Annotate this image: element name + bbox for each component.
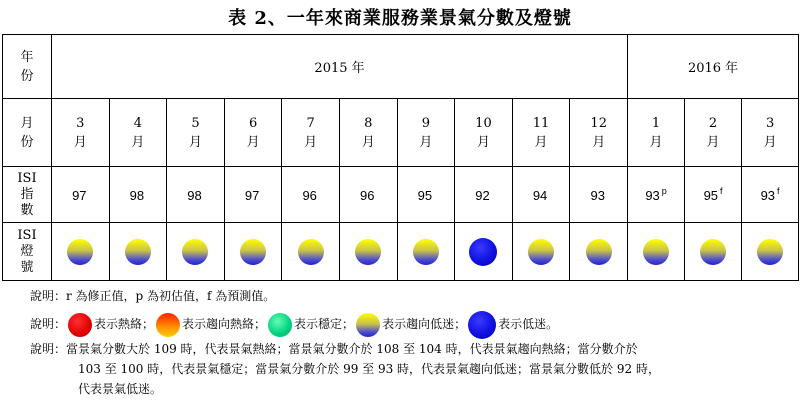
light-cell	[570, 223, 628, 281]
score-cell	[742, 167, 799, 223]
page-title: 表 2、一年來商業服務業景氣分數及燈號	[228, 8, 572, 29]
light-cell	[224, 223, 282, 281]
month-cell: 9 月	[397, 99, 455, 167]
score-mark: f	[777, 186, 780, 196]
year-header-cell: 年 份	[3, 35, 52, 99]
signal-light-icon	[240, 239, 266, 265]
month-cell: 10 月	[455, 99, 513, 167]
score-cell	[685, 167, 742, 223]
month-cell: 4 月	[109, 99, 167, 167]
signal-light-icon	[528, 239, 554, 265]
light-cell	[397, 223, 455, 281]
isi-light-row	[3, 223, 799, 281]
score-value: 93	[645, 188, 660, 203]
note-thresholds-line: 103 至 100 時，代表景氣穩定；當景氣分數介於 99 至 93 時，代表景氣趨向低迷；當景氣分數低於 92 時，	[78, 361, 660, 376]
legend-low-label: 表示低迷。	[498, 317, 559, 331]
note-thresholds-line: 代表景氣低迷。	[78, 381, 163, 396]
isi-light-header-cell: ISI 燈 號	[3, 223, 52, 281]
signal-light-icon	[469, 238, 497, 266]
note-legend	[30, 310, 790, 339]
score-cell	[109, 167, 167, 223]
legend-trend-low-label: 表示趨向低迷；	[382, 317, 467, 331]
month-cell: 2 月	[685, 99, 742, 167]
score-value: 95	[703, 188, 719, 203]
month-cell: 3 月	[742, 99, 799, 167]
signal-light-icon	[182, 239, 208, 265]
yellow-blue-light-icon	[356, 313, 380, 337]
score-cell	[455, 167, 513, 223]
light-cell	[742, 223, 799, 281]
light-cell	[109, 223, 167, 281]
month-row	[3, 99, 799, 167]
signal-light-icon	[586, 239, 612, 265]
legend-hot-label: 表示熱絡；	[94, 317, 155, 331]
signal-light-icon	[355, 239, 381, 265]
year-row	[3, 35, 799, 99]
light-cell	[685, 223, 742, 281]
month-cell: 6 月	[224, 99, 282, 167]
signal-light-icon	[298, 239, 324, 265]
score-value: 97	[244, 188, 260, 203]
note-thresholds	[30, 339, 790, 399]
month-cell: 7 月	[282, 99, 340, 167]
note-symbols: 說明：r 為修正值，p 為初估值，f 為預測值。	[30, 289, 276, 303]
signal-light-icon	[757, 239, 783, 265]
signal-light-icon	[643, 239, 669, 265]
month-cell: 1 月	[628, 99, 685, 167]
signal-light-icon	[67, 239, 93, 265]
light-cell	[339, 223, 397, 281]
legend-prefix: 說明：	[30, 317, 67, 331]
month-cell: 3 月	[52, 99, 110, 167]
score-value: 98	[187, 188, 202, 203]
score-cell	[628, 167, 685, 223]
note-thresholds-line: 說明：當景氣分數大於 109 時，代表景氣熱絡；當景氣分數介於 108 至 104 時，代表景氣趨向熱絡；當分數介於	[30, 341, 638, 356]
year-2016-cell: 2016 年	[628, 35, 799, 99]
signal-light-icon	[700, 239, 726, 265]
score-value: 96	[360, 188, 375, 203]
isi-table	[2, 34, 799, 281]
score-value: 93	[760, 188, 776, 203]
legend-trend-hot-label: 表示趨向熱絡；	[182, 317, 267, 331]
year-2015-cell: 2015 年	[52, 35, 628, 99]
score-cell	[570, 167, 628, 223]
score-cell	[512, 167, 570, 223]
blue-light-icon	[468, 311, 496, 339]
score-cell	[397, 167, 455, 223]
score-value: 98	[129, 188, 145, 203]
score-value: 94	[532, 188, 548, 203]
score-value: 97	[72, 188, 87, 203]
score-cell	[167, 167, 225, 223]
isi-score-header-cell: ISI 指 數	[3, 167, 52, 223]
light-cell	[52, 223, 110, 281]
light-cell	[167, 223, 225, 281]
light-cell	[512, 223, 570, 281]
score-value: 96	[302, 188, 317, 203]
orange-light-icon	[156, 313, 180, 337]
month-header-cell: 月 份	[3, 99, 52, 167]
score-value: 95	[417, 188, 433, 203]
score-mark: p	[661, 186, 667, 196]
light-cell	[282, 223, 340, 281]
score-cell	[339, 167, 397, 223]
score-value: 92	[475, 188, 490, 203]
month-cell: 11 月	[512, 99, 570, 167]
isi-score-row	[3, 167, 799, 223]
notes	[30, 286, 790, 399]
score-cell	[282, 167, 340, 223]
light-cell	[628, 223, 685, 281]
month-cell: 12 月	[570, 99, 628, 167]
month-cell: 8 月	[339, 99, 397, 167]
score-cell	[52, 167, 110, 223]
score-value: 93	[590, 188, 605, 203]
score-mark: f	[720, 186, 723, 196]
legend-stable-label: 表示穩定；	[294, 317, 355, 331]
light-cell	[455, 223, 513, 281]
score-cell	[224, 167, 282, 223]
green-light-icon	[268, 313, 292, 337]
month-cell: 5 月	[167, 99, 225, 167]
red-light-icon	[68, 313, 92, 337]
signal-light-icon	[413, 239, 439, 265]
signal-light-icon	[125, 239, 151, 265]
